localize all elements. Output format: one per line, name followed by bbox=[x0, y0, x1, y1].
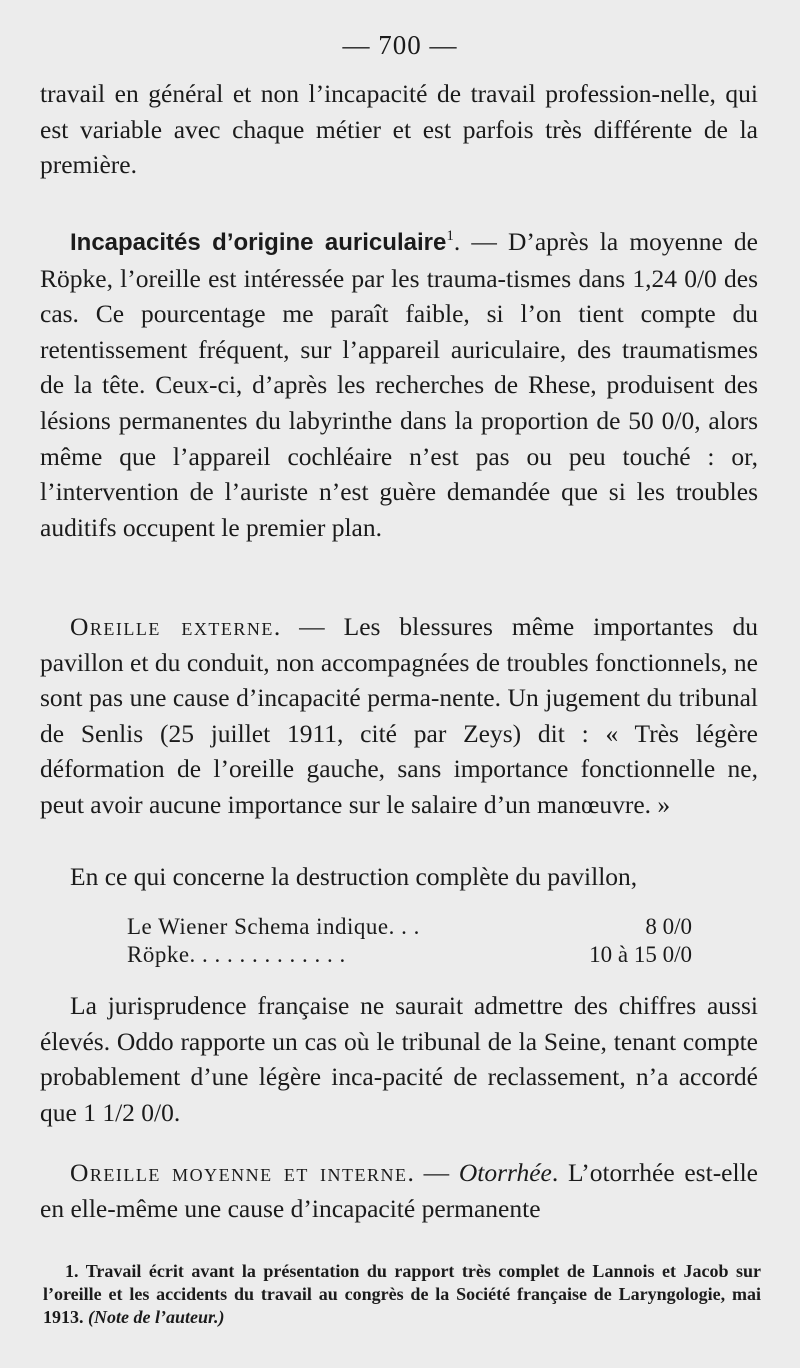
section-heading-moyenne: Oreille moyenne et interne bbox=[70, 1158, 408, 1187]
section-heading-auriculaire: Incapacités d’origine auriculaire bbox=[70, 229, 447, 256]
footnote-text: Travail écrit avant la présentation du rapport très complet de Lannois et Jacob sur l’oreille et les accidents du travail au congrès de la Société française de Laryngologie, mai 1913. bbox=[43, 1261, 761, 1327]
rate-row bbox=[127, 912, 692, 942]
concerne-paragraph: En ce qui concerne la destruction complète du pavillon, bbox=[70, 862, 638, 891]
section-heading-externe: Oreille externe bbox=[70, 612, 274, 641]
rate-row bbox=[127, 940, 692, 970]
rate-source: Le Wiener Schema indique. . . bbox=[127, 914, 420, 939]
auriculaire-text: . — D’après la moyenne de Röpke, l’oreille est intéressée par les trauma-tismes dans 1,24 0/0 des cas. Ce pourcentage me paraît faible, si l’on tient compte du retentissement fréquent, sur l’appareil auriculaire, des traumatismes de la tête. Ceux-ci, d’après les recherches de Rhese, produisent des lésions permanentes du labyrinthe dans la proportion de 50 0/0, alors même que l’appareil cochléaire n’est pas ou peu touché : or, l’intervention de l’auriste n’est guère demandée que si les troubles auditifs occupent le premier plan. bbox=[40, 227, 758, 542]
externe-paragraph bbox=[40, 609, 758, 823]
externe-text: . — Les blessures même importantes du pavillon et du conduit, non accompagnées de troubles fonctionnels, ne sont pas une cause d’incapacité perma-nente. Un jugement du tribunal de Senlis (25 juillet 1911, cité par Zeys) dit : « Très légère déformation de l’oreille gauche, sans importance fonctionnelle ne, peut avoir aucune importance sur le salaire d’un manœuvre. » bbox=[40, 612, 758, 819]
auriculaire-paragraph bbox=[40, 219, 758, 545]
footnote-number: 1. bbox=[65, 1261, 79, 1281]
moyenne-paragraph bbox=[40, 1155, 758, 1226]
footnote bbox=[43, 1260, 761, 1329]
moyenne-sep: . — bbox=[407, 1158, 459, 1187]
jurisprudence-paragraph: La jurisprudence française ne saurait admettre des chiffres aussi élevés. Oddo rapporte un cas où le tribunal de la Seine, tenant compte probablement d’une légère inca-pacité de reclassement, n’a accordé que 1 1/2 0/0. bbox=[40, 991, 758, 1127]
footnote-author-note: (Note de l’auteur.) bbox=[88, 1307, 225, 1327]
moyenne-text: . L’otorrhée est-elle en elle-même une cause d’incapacité permanente bbox=[40, 1158, 758, 1223]
footnote-ref: 1 bbox=[446, 228, 454, 244]
rate-value: 10 à 15 0/0 bbox=[589, 942, 692, 967]
rate-source: Röpke. . . . . . . . . . . . . bbox=[127, 942, 346, 967]
subheading-otorrhee: Otorrhée bbox=[458, 1158, 552, 1187]
rate-value: 8 0/0 bbox=[645, 914, 692, 939]
intro-paragraph: travail en général et non l’incapacité de travail profession-nelle, qui est variable avec chaque métier et est parfois très différente de la première. bbox=[40, 79, 758, 180]
page-number: — 700 — bbox=[342, 30, 458, 60]
